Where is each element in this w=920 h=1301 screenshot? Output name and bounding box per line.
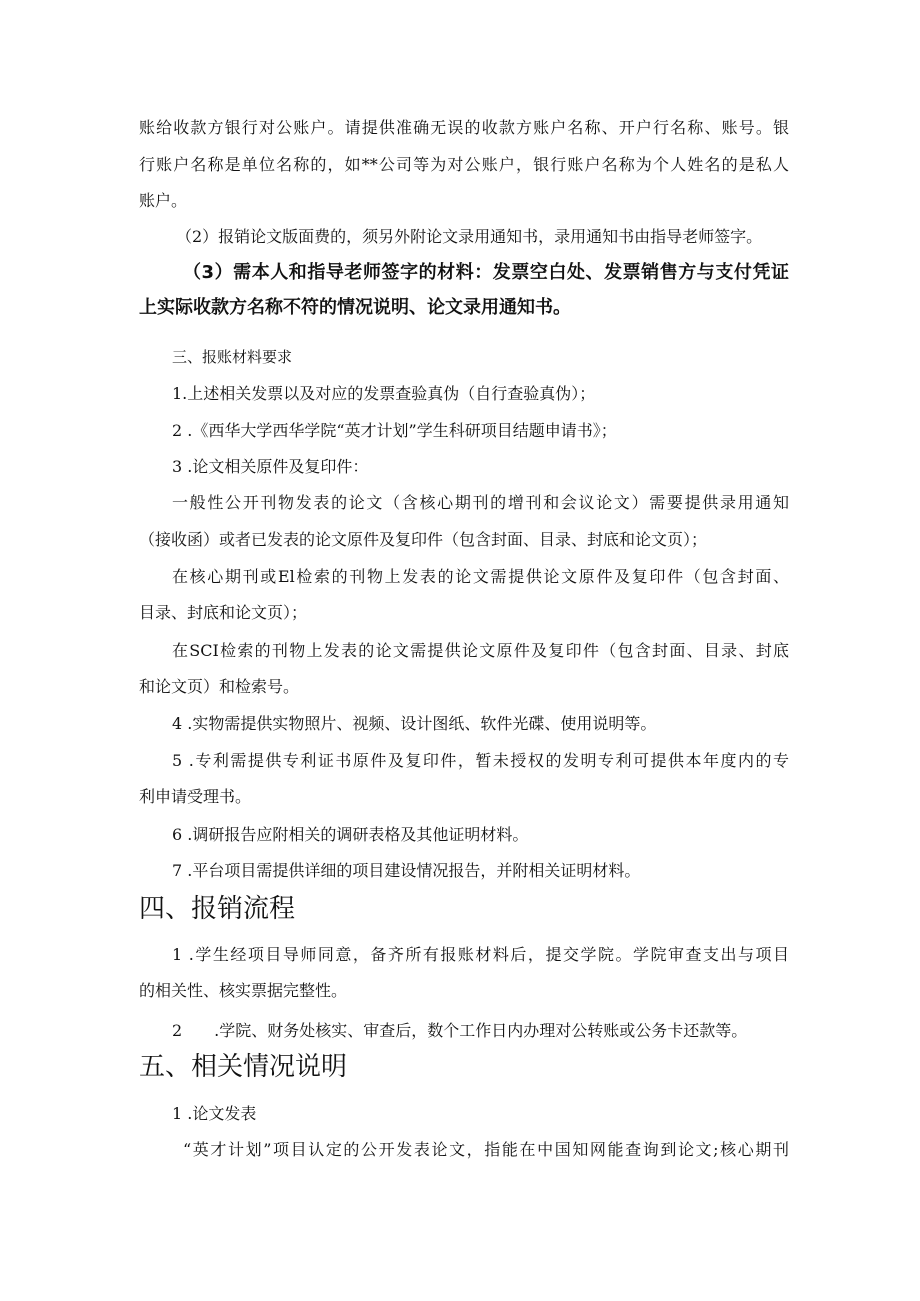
section-heading-3: 三、报账材料要求	[172, 348, 293, 366]
paragraph-line: 目录、封底和论文页）；	[139, 603, 308, 622]
list-item: 6 .调研报告应附相关的调研表格及其他证明材料。	[172, 825, 529, 844]
list-item: 7 .平台项目需提供详细的项目建设情况报告，并附相关证明材料。	[172, 861, 641, 880]
list-item-3-bold: （3）需本人和指导老师签字的材料：发票空白处、发票销售方与支付凭证	[183, 262, 789, 283]
list-item-2: （2）报销论文版面费的，须另外附论文录用通知书，录用通知书由指导老师签字。	[176, 227, 763, 246]
paragraph-line: 账给收款方银行对公账户。请提供准确无误的收款方账户名称、开户行名称、账号。银	[139, 118, 789, 137]
paragraph-line: “英才计划”项目认定的公开发表论文，指能在中国知网能查询到论文;核心期刊	[183, 1140, 789, 1159]
list-item: 1 .学生经项目导师同意，备齐所有报账材料后，提交学院。学院审查支出与项目	[172, 945, 789, 964]
list-item: 5 .专利需提供专利证书原件及复印件，暂未授权的发明专利可提供本年度内的专	[172, 751, 789, 770]
list-item: 1 .论文发表	[172, 1104, 257, 1123]
list-item-3-bold: 上实际收款方名称不符的情况说明、论文录用通知书。	[139, 297, 571, 318]
section-heading-4: 四、报销流程	[139, 894, 296, 924]
paragraph-line: 行账户名称是单位名称的，如**公司等为对公账户，银行账户名称为个人姓名的是私人	[139, 155, 789, 174]
paragraph-line: 在核心期刊或El检索的刊物上发表的论文需提供论文原件及复印件（包含封面、	[172, 567, 789, 586]
paragraph-line: 和论文页）和检索号。	[139, 677, 300, 696]
paragraph-line: （接收函）或者已发表的论文原件及复印件（包含封面、目录、封底和论文页）；	[139, 530, 708, 549]
paragraph-line: 的相关性、核实票据完整性。	[139, 981, 348, 1000]
list-item: 4 .实物需提供实物照片、视频、设计图纸、软件光碟、使用说明等。	[172, 714, 657, 733]
list-item: 3 .论文相关原件及复印件：	[172, 457, 369, 476]
paragraph-line: 账户。	[139, 191, 188, 210]
paragraph-line: 一般性公开刊物发表的论文（含核心期刊的增刊和会议论文）需要提供录用通知	[172, 493, 789, 512]
list-item: 2 .学院、财务处核实、审查后，数个工作日内办理对公转账或公务卡还款等。	[172, 1021, 748, 1040]
list-item: 1.上述相关发票以及对应的发票查验真伪（自行查验真伪）；	[172, 384, 596, 403]
paragraph-line: 利申请受理书。	[139, 787, 252, 806]
paragraph-line: 在SCI检索的刊物上发表的论文需提供论文原件及复印件（包含封面、目录、封底	[172, 641, 789, 660]
section-heading-5: 五、相关情况说明	[139, 1052, 348, 1082]
list-item: 2 .《西华大学西华学院“英才计划”学生科研项目结题申请书》；	[172, 421, 617, 440]
